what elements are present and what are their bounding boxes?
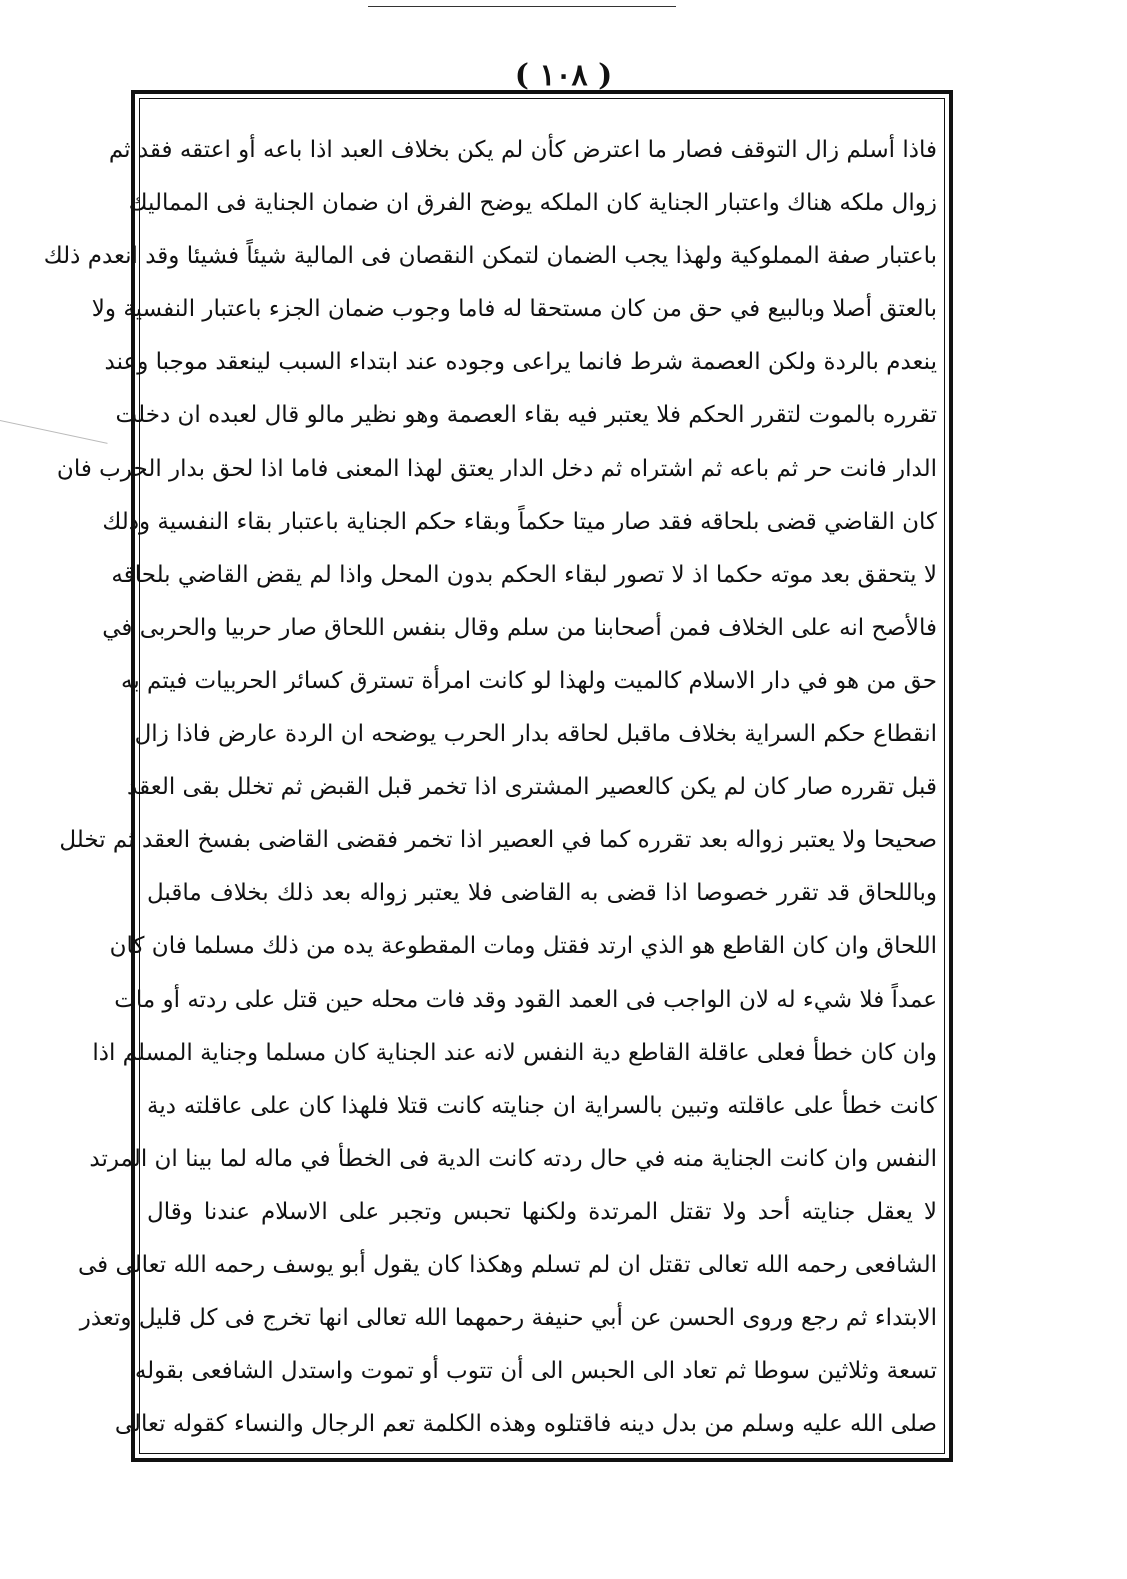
text-line: كانت خطأ على عاقلته وتبين بالسراية ان جنايته كانت قتلا فلهذا كان على عاقلته دية (147, 1092, 937, 1119)
body-text (43, 124, 937, 1451)
text-line: صلى الله عليه وسلم من بدل دينه فاقتلوه وهذه الكلمة تعم الرجال والنساء كقوله تعالى (114, 1411, 937, 1438)
text-line: بالعتق أصلا وبالبيع في حق من كان مستحقا له فاما وجوب ضمان الجزء باعتبار النفسية ولا (91, 296, 937, 323)
text-line: باعتبار صفة المملوكية ولهذا يجب الضمان لتمكن النقصان فى المالية شيئاً فشيئا وقد انعدم ذلك (43, 243, 937, 270)
page-frame (43, 90, 953, 1462)
text-line: الابتداء ثم رجع وروى الحسن عن أبي حنيفة رحمهما الله تعالى انها تخرج فى كل قليل وتعذر (79, 1305, 937, 1332)
text-line: زوال ملكه هناك واعتبار الجناية كان الملكه يوضح الفرق ان ضمان الجناية فى المماليك (128, 190, 937, 217)
text-line: ينعدم بالردة ولكن العصمة شرط فانما يراعى وجوده عند ابتداء السبب لينعقد موجبا وعند (104, 349, 937, 376)
page-number: ( ١٠٨ ) (514, 58, 613, 93)
text-line: فاذا أسلم زال التوقف فصار ما اعترض كأن لم يكن بخلاف العبد اذا باعه أو اعتقه فقد ثم (108, 137, 937, 163)
text-line: تسعة وثلاثين سوطا ثم تعاد الى الحبس الى أن تتوب أو تموت واستدل الشافعى بقوله (134, 1358, 937, 1385)
text-line: لا يعقل جنايته أحد ولا تقتل المرتدة ولكنها تحبس وتجبر على الاسلام عندنا وقال (147, 1198, 937, 1225)
top-rule (368, 6, 676, 7)
text-line: كان القاضي قضى بلحاقه فقد صار ميتا حكماً وبقاء حكم الجناية باعتبار بقاء النفسية وذلك (102, 508, 937, 535)
text-line: انقطاع حكم السراية بخلاف ماقبل لحاقه بدار الحرب يوضحه ان الردة عارض فاذا زال (134, 721, 937, 748)
text-line: تقرره بالموت لتقرر الحكم فلا يعتبر فيه بقاء العصمة وهو نظير مالو قال لعبده ان دخلت (115, 402, 937, 429)
text-line: النفس وان كانت الجناية منه في حال ردته كانت الدية فى الخطأ في ماله لما بينا ان المرتد (89, 1145, 937, 1172)
text-line: حق من هو في دار الاسلام كالميت ولهذا لو كانت امرأة تسترق كسائر الحربيات فيتم به (120, 667, 937, 694)
text-line: اللحاق وان كان القاطع هو الذي ارتد فقتل ومات المقطوعة يده من ذلك مسلما فان كان (109, 933, 937, 960)
text-line: الشافعى رحمه الله تعالى تقتل ان لم تسلم وهكذا كان يقول أبو يوسف رحمه الله تعالى فى (77, 1251, 937, 1278)
text-line: لا يتحقق بعد موته حكما اذ لا تصور لبقاء الحكم بدون المحل واذا لم يقض القاضي بلحاقه (111, 561, 937, 588)
text-line: صحيحا ولا يعتبر زواله بعد تقرره كما في العصير اذا تخمر فقضى القاضى بفسخ العقد ثم تخلل (59, 827, 937, 854)
text-line: وباللحاق قد تقرر خصوصا اذا قضى به القاضى فلا يعتبر زواله بعد ذلك بخلاف ماقبل (147, 880, 937, 907)
text-line: الدار فانت حر ثم باعه ثم اشتراه ثم دخل الدار يعتق لهذا المعنى فاما اذا لحق بدار الحرب فان (56, 455, 937, 482)
text-line: فالأصح انه على الخلاف فمن أصحابنا من سلم وقال بنفس اللحاق صار حربيا والحربى في (102, 614, 937, 641)
text-line: عمداً فلا شيء له لان الواجب فى العمد القود وقد فات محله حين قتل على ردته أو مات (114, 986, 937, 1013)
text-line: وان كان خطأ فعلى عاقلة القاطع دية النفس لانه عند الجناية كان مسلما وجناية المسلم اذا (92, 1039, 937, 1066)
text-line: قبل تقرره صار كان لم يكن كالعصير المشترى اذا تخمر قبل القبض ثم تخلل بقى العقد (127, 774, 937, 801)
